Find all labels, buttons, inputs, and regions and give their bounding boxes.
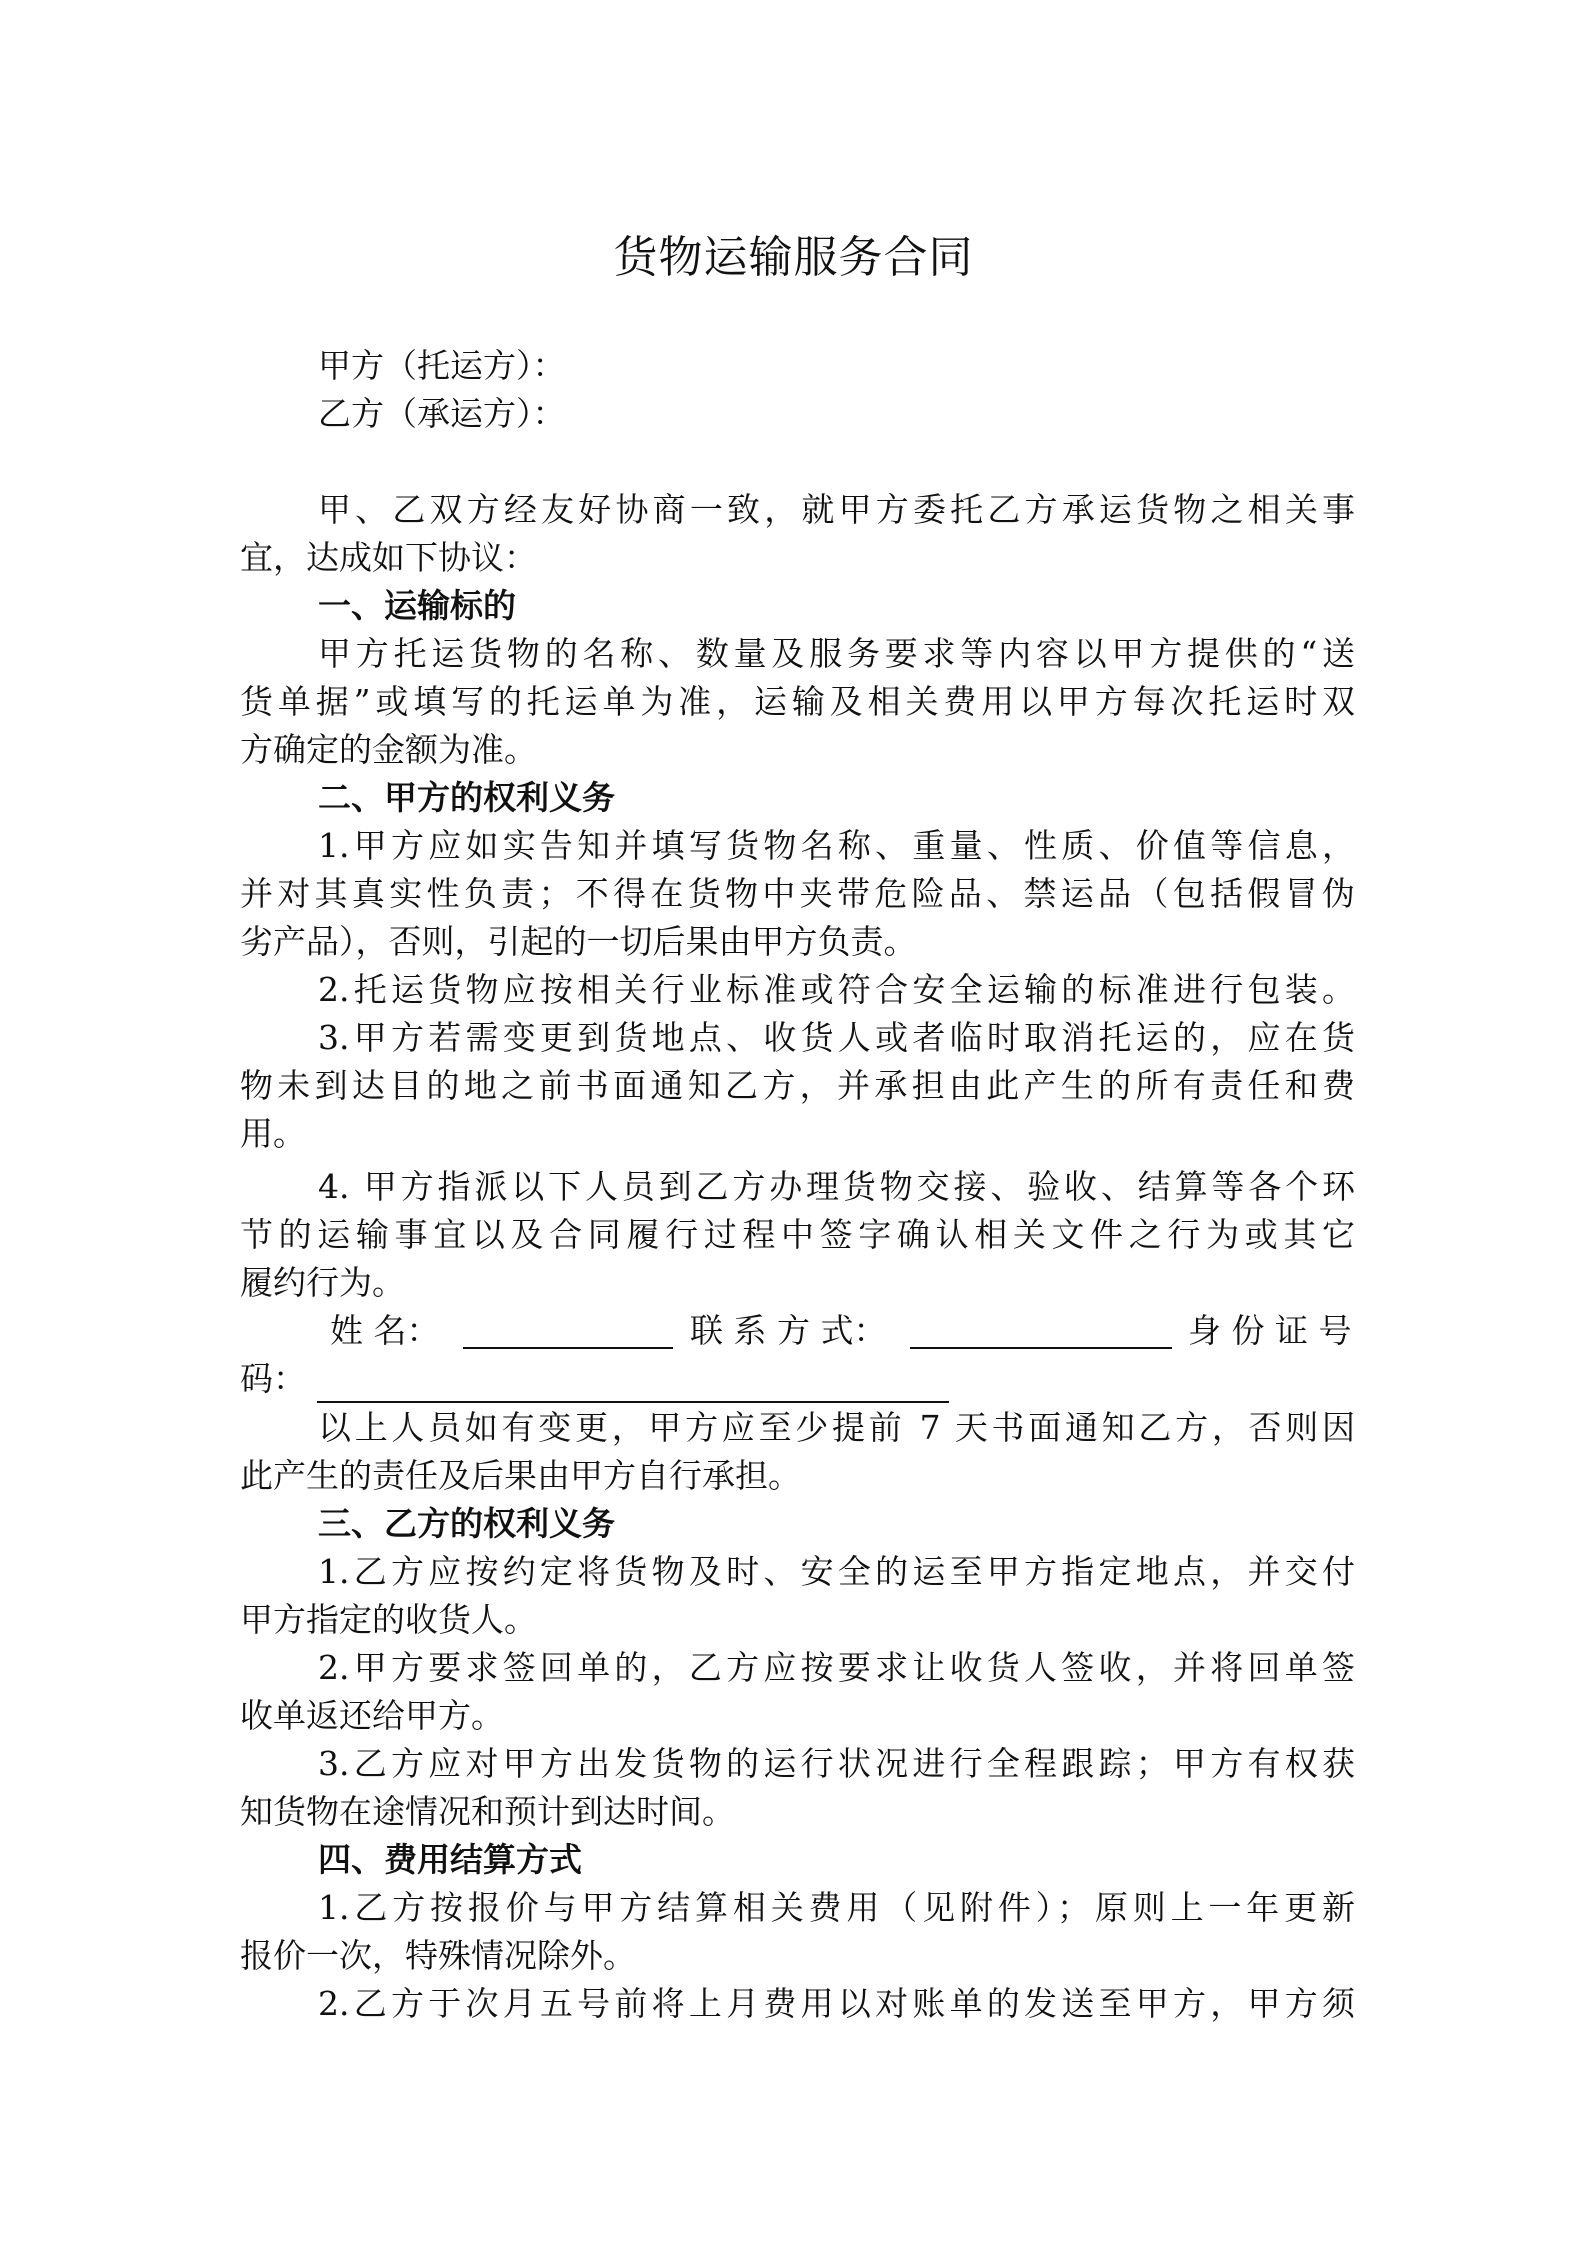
- section1-line-1: 甲方托运货物的名称、数量及服务要求等内容以甲方提供的“送: [318, 634, 1355, 673]
- section4-item1-line-2: 报价一次，特殊情况除外。: [240, 1936, 636, 1975]
- intro-line-1: 甲、乙双方经友好协商一致，就甲方委托乙方承运货物之相关事: [318, 490, 1355, 529]
- section2-item3-line-2: 物未到达目的地之前书面通知乙方，并承担由此产生的所有责任和费: [240, 1066, 1355, 1105]
- id-field-blank[interactable]: [317, 1365, 949, 1403]
- party-b-label: 乙方（承运方）：: [318, 394, 566, 433]
- section2-item3-line-3: 用。: [240, 1114, 306, 1153]
- section1-line-3: 方确定的金额为准。: [240, 730, 537, 769]
- section3-item1-line-1: 1.乙方应按约定将货物及时、安全的运至甲方指定地点，并交付: [318, 1552, 1355, 1591]
- section3-item3-line-1: 3.乙方应对甲方出发货物的运行状况进行全程跟踪；甲方有权获: [318, 1744, 1355, 1783]
- section3-item3-line-2: 知货物在途情况和预计到达时间。: [240, 1792, 735, 1831]
- section1-heading: 一、运输标的: [318, 586, 516, 625]
- section2-item1-line-2: 并对其真实性负责；不得在货物中夹带危险品、禁运品（包括假冒伪: [240, 874, 1355, 913]
- section2-item4-line-2: 节的运输事宜以及合同履行过程中签字确认相关文件之行为或其它: [240, 1215, 1355, 1254]
- section3-heading: 三、乙方的权利义务: [318, 1504, 615, 1543]
- contact-field-blank[interactable]: [910, 1311, 1172, 1349]
- contact-field-label: 联 系 方 式：: [690, 1311, 887, 1350]
- id-field-label: 身 份 证 号: [1188, 1311, 1352, 1350]
- section2-item2: 2.托运货物应按相关行业标准或符合安全运输的标准进行包装。: [318, 970, 1355, 1009]
- section2-item4-line-1: 4. 甲方指派以下人员到乙方办理货物交接、验收、结算等各个环: [318, 1167, 1355, 1206]
- section2-after-line-1: 以上人员如有变更，甲方应至少提前 7 天书面通知乙方，否则因: [318, 1408, 1355, 1447]
- section3-item2-line-2: 收单返还给甲方。: [240, 1696, 504, 1735]
- intro-line-2: 宜，达成如下协议：: [240, 538, 537, 577]
- section2-item1-line-3: 劣产品），否则，引起的一切后果由甲方负责。: [240, 922, 917, 961]
- id-field-label-tail: 码：: [240, 1359, 306, 1398]
- section2-heading: 二、甲方的权利义务: [318, 778, 615, 817]
- name-field-blank[interactable]: [463, 1311, 673, 1349]
- name-field-label: 姓 名：: [330, 1311, 440, 1350]
- section3-item1-line-2: 甲方指定的收货人。: [240, 1600, 537, 1639]
- section4-item1-line-1: 1.乙方按报价与甲方结算相关费用（见附件）；原则上一年更新: [318, 1888, 1355, 1927]
- section2-item4-line-3: 履约行为。: [240, 1263, 405, 1302]
- section3-item2-line-1: 2.甲方要求签回单的，乙方应按要求让收货人签收，并将回单签: [318, 1648, 1355, 1687]
- page-title: 货物运输服务合同: [613, 232, 974, 283]
- section4-item2-line-1: 2.乙方于次月五号前将上月费用以对账单的发送至甲方，甲方须: [318, 1984, 1355, 2023]
- section4-heading: 四、费用结算方式: [318, 1840, 582, 1879]
- section2-item1-line-1: 1.甲方应如实告知并填写货物名称、重量、性质、价值等信息，: [318, 826, 1355, 865]
- id-field-row: [240, 1355, 1355, 1403]
- party-a-label: 甲方（托运方）：: [318, 346, 566, 385]
- section1-line-2: 货单据”或填写的托运单为准，运输及相关费用以甲方每次托运时双: [240, 682, 1355, 721]
- section2-after-line-2: 此产生的责任及后果由甲方自行承担。: [240, 1456, 801, 1495]
- section2-item3-line-1: 3.甲方若需变更到货地点、收货人或者临时取消托运的，应在货: [318, 1018, 1355, 1057]
